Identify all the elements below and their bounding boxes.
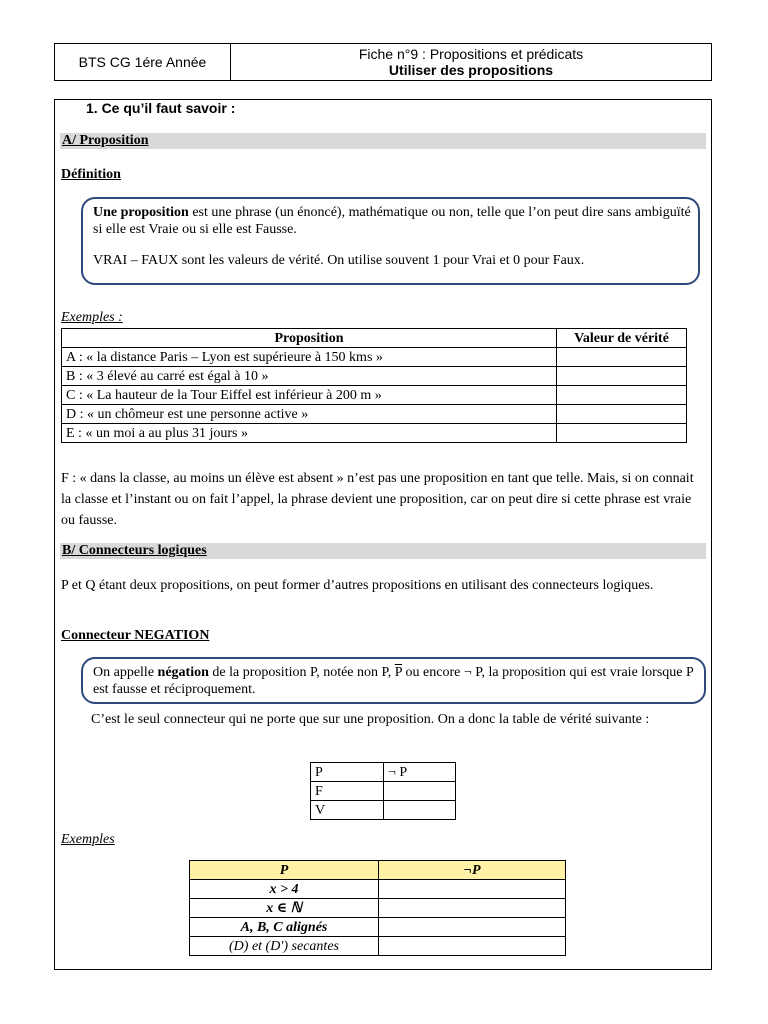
negation-term: négation (157, 665, 209, 680)
header-box (54, 43, 712, 81)
section-a-bar: A/ Proposition (60, 133, 706, 149)
section-b-bar: B/ Connecteurs logiques (60, 543, 706, 559)
table-row: x ∈ ℕ (190, 899, 566, 918)
examples-label: Exemples : (61, 310, 123, 325)
single-connector-text: C’est le seul connecteur qui ne porte que sur une proposition. On a donc la table de vérité suivante : (91, 712, 650, 727)
col-proposition: Proposition (62, 329, 557, 348)
definition-text: Une proposition est une phrase (un énoncé), mathématique ou non, telle que l’on peut dire sans ambiguïté si elle est Vraie ou si elle est Fausse. (93, 205, 691, 237)
f-paragraph: F : « dans la classe, au moins un élève est absent » n’est pas une proposition en tant que telle. Mais, si on connait la classe et l’instant ou on fait l’appel, la phrase devient une proposition, car on peut dire si cette phrase est vraie ou fausse. (61, 471, 694, 528)
sheet-title: Fiche n°9 : Propositions et prédicats (358, 46, 584, 62)
table-row: (D) et (D′) secantes (190, 937, 566, 956)
table-row: D : « un chômeur est une personne active » (62, 405, 687, 424)
connectors-intro: P et Q étant deux propositions, on peut former d’autres propositions en utilisant des connecteurs logiques. (61, 578, 654, 593)
truth-header-p: P (311, 763, 384, 782)
col-truth-value: Valeur de vérité (557, 329, 687, 348)
section-heading: 1. Ce qu’il faut savoir : (86, 100, 236, 116)
table-row: B : « 3 élevé au carré est égal à 10 » (62, 367, 687, 386)
table-row: A : « la distance Paris – Lyon est supérieure à 150 kms » (62, 348, 687, 367)
table-row: C : « La hauteur de la Tour Eiffel est inférieur à 200 m » (62, 386, 687, 405)
propositions-table (61, 328, 687, 443)
negation-box (81, 657, 706, 704)
table-row: F (311, 782, 456, 801)
p-bar: $\overline{P}$ (394, 665, 403, 680)
table-row: E : « un moi a au plus 31 jours » (62, 424, 687, 443)
examples-label-b: Exemples (61, 832, 115, 847)
sheet-subtitle: Utiliser des propositions (388, 62, 554, 78)
negation-label: Connecteur NEGATION (61, 628, 210, 643)
definition-term: Une proposition (93, 205, 189, 220)
col-not-p: ¬P (379, 861, 566, 880)
truth-table (310, 762, 456, 820)
definition-label: Définition (61, 167, 121, 182)
negation-examples-table (189, 860, 566, 956)
table-row: x > 4 (190, 880, 566, 899)
table-row: V (311, 801, 456, 820)
truth-header-notp: ¬ P (384, 763, 456, 782)
table-row: A, B, C alignés (190, 918, 566, 937)
col-p: P (190, 861, 379, 880)
truth-values-text: VRAI – FAUX sont les valeurs de vérité. On utilise souvent 1 pour Vrai et 0 pour Faux. (93, 253, 585, 268)
definition-box (81, 197, 700, 285)
header-title-block (231, 44, 711, 80)
negation-text: On appelle négation de la proposition P, notée non P, $\overline{P}$ ou encore ¬ P, la proposition qui est vraie lorsque P est fausse et réciproquement. (93, 665, 694, 697)
class-label: BTS CG 1ére Année (55, 44, 231, 80)
